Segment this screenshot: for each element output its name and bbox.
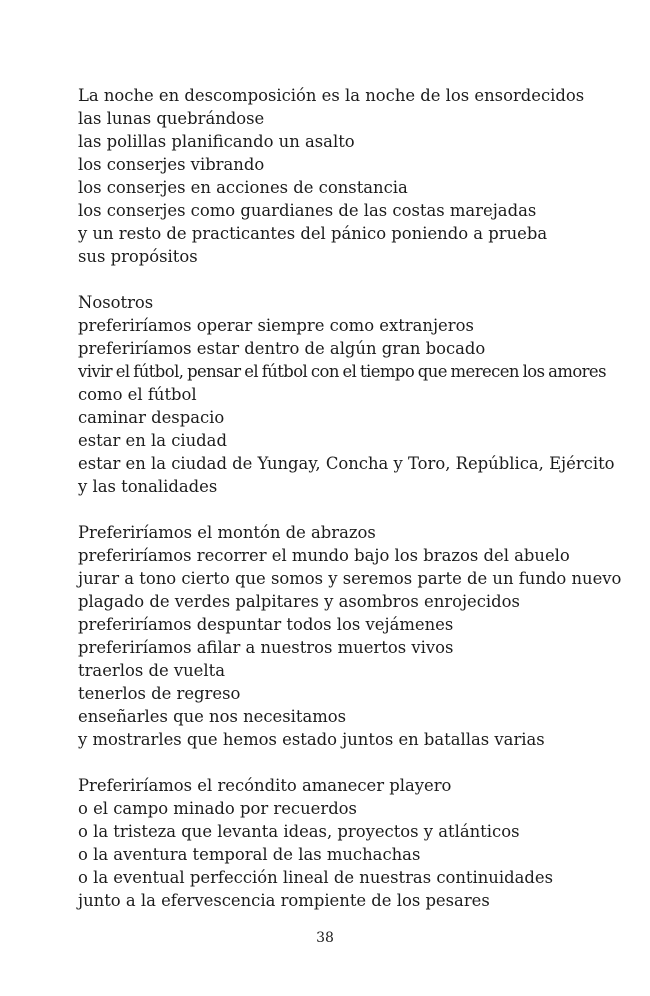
poem-line: vivir el fútbol, pensar el fútbol con el tiempo que merecen los amores: [78, 362, 606, 381]
stanza-4: [78, 774, 638, 912]
poem-line: los conserjes vibrando: [78, 155, 265, 174]
poem-line: junto a la efervescencia rompiente de los pesares: [78, 891, 490, 910]
poem-line: Preferiríamos el montón de abrazos: [78, 523, 376, 542]
poem-line: o la tristeza que levanta ideas, proyectos y atlánticos: [78, 822, 520, 841]
poem-line: Preferiríamos el recóndito amanecer playero: [78, 776, 452, 795]
poem-line: preferiríamos estar dentro de algún gran bocado: [78, 339, 486, 358]
poem-line: y un resto de practicantes del pánico poniendo a prueba: [78, 224, 548, 243]
poem-line: y mostrarles que hemos estado juntos en batallas varias: [78, 730, 545, 749]
stanza-3: [78, 521, 638, 751]
poem-line: caminar despacio: [78, 408, 225, 427]
stanza-2: [78, 291, 638, 498]
poem-line: preferiríamos operar siempre como extranjeros: [78, 316, 474, 335]
poem-line: las polillas planificando un asalto: [78, 132, 355, 151]
poem-line: o la eventual perfección lineal de nuestras continuidades: [78, 868, 553, 887]
poem-line: estar en la ciudad de Yungay, Concha y Toro, República, Ejército: [78, 454, 615, 473]
poem-line: y las tonalidades: [78, 477, 218, 496]
stanza-1: [78, 84, 638, 268]
poem-line: los conserjes como guardianes de las costas marejadas: [78, 201, 537, 220]
poem-line: Nosotros: [78, 293, 154, 312]
poem-line: tenerlos de regreso: [78, 684, 241, 703]
poem-line: preferiríamos despuntar todos los vejámenes: [78, 615, 454, 634]
poem-line: La noche en descomposición es la noche de los ensordecidos: [78, 86, 585, 105]
poem-line: o la aventura temporal de las muchachas: [78, 845, 421, 864]
poem-line: estar en la ciudad: [78, 431, 227, 450]
poem-line: preferiríamos recorrer el mundo bajo los brazos del abuelo: [78, 546, 570, 565]
poem-line: o el campo minado por recuerdos: [78, 799, 357, 818]
poem-line: sus propósitos: [78, 247, 198, 266]
poem-line: plagado de verdes palpitares y asombros enrojecidos: [78, 592, 520, 611]
poem-line: enseñarles que nos necesitamos: [78, 707, 347, 726]
poem-line: las lunas quebrándose: [78, 109, 265, 128]
poem-line: preferiríamos afilar a nuestros muertos vivos: [78, 638, 454, 657]
poem-line: traerlos de vuelta: [78, 661, 225, 680]
poem-line: los conserjes en acciones de constancia: [78, 178, 408, 197]
poem-line: como el fútbol: [78, 385, 197, 404]
poem-line: jurar a tono cierto que somos y seremos parte de un fundo nuevo: [78, 569, 622, 588]
poem-body: [78, 84, 638, 935]
page-number: 38: [316, 930, 334, 946]
